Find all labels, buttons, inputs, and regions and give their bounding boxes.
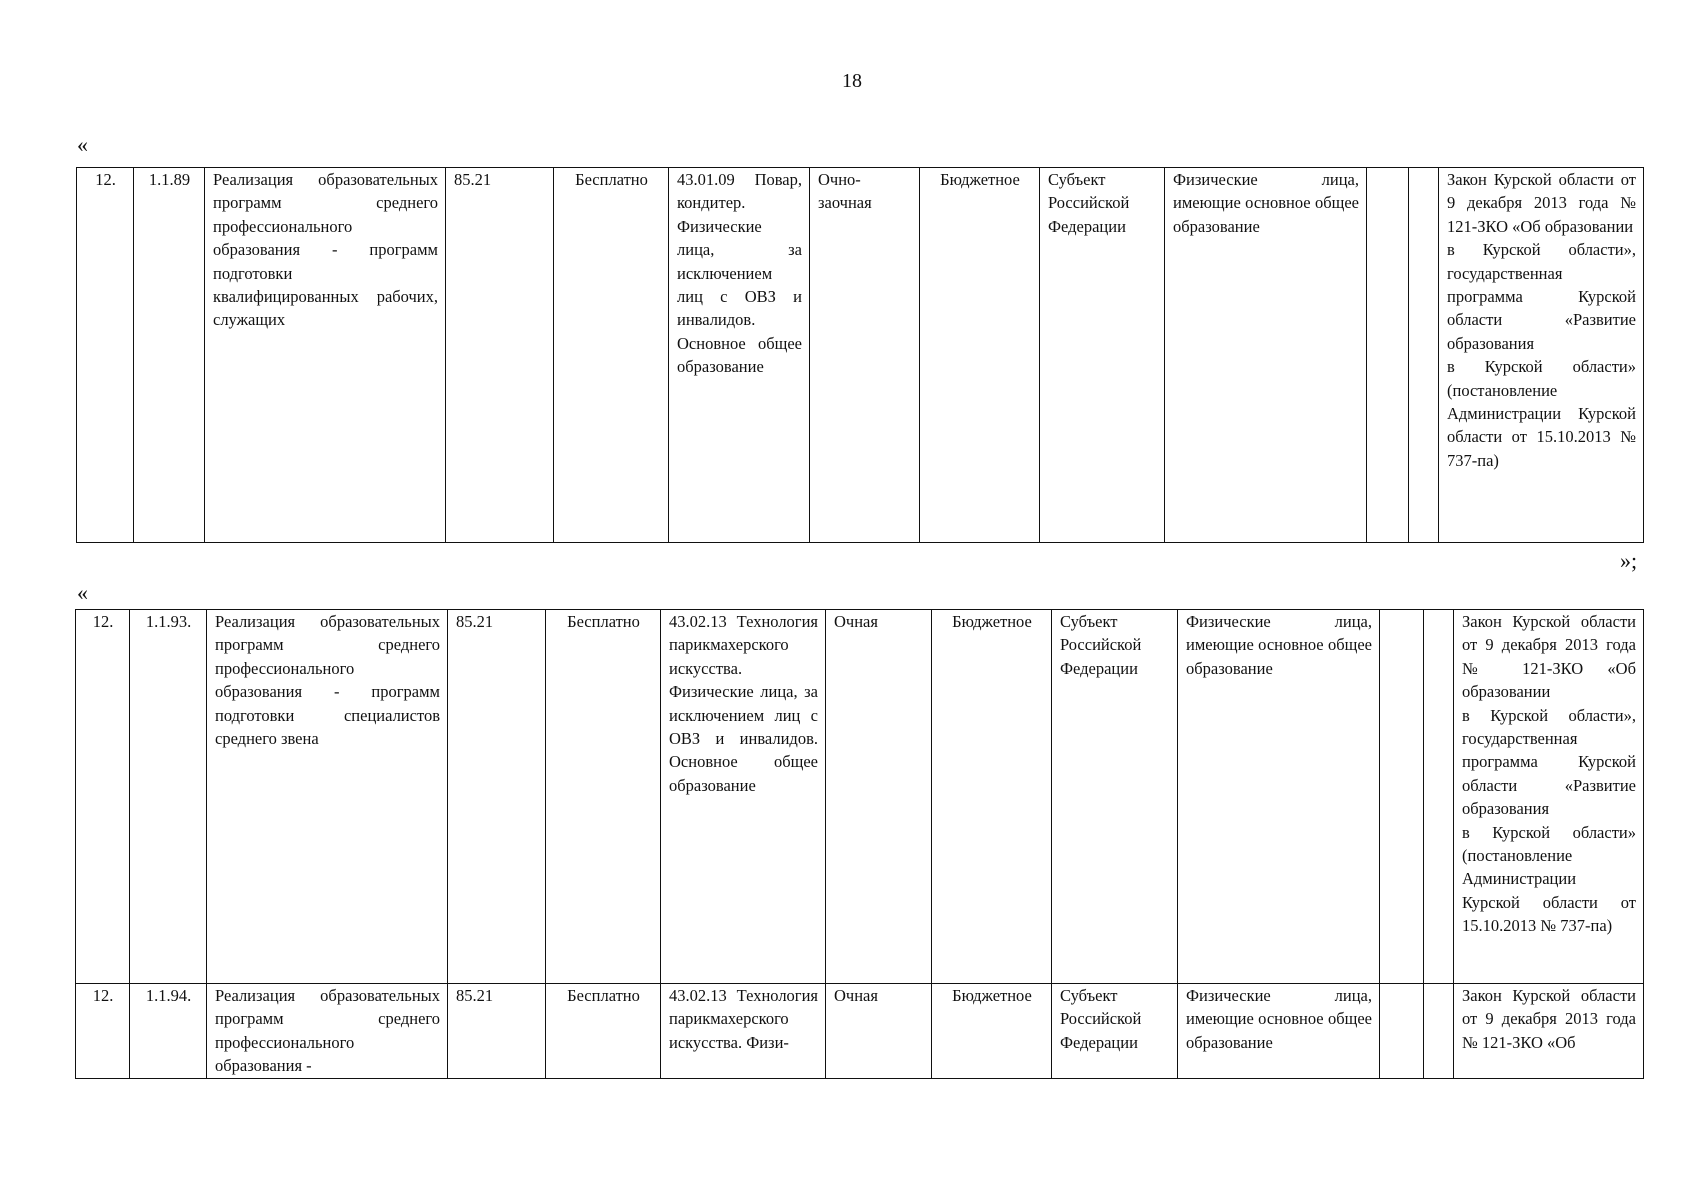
row-number-cell: 12. xyxy=(76,610,130,984)
institution-type-cell: Бюджетное xyxy=(932,984,1052,1079)
okved-code-cell: 85.21 xyxy=(448,984,546,1079)
service-code-cell: 1.1.93. xyxy=(130,610,207,984)
service-code-cell: 1.1.89 xyxy=(134,168,205,543)
consumers-cell: Физические лица, имеющие основное общее образование xyxy=(1165,168,1367,543)
consumers-cell: Физические лица, имеющие основное общее образование xyxy=(1178,984,1380,1079)
legal-basis-cell xyxy=(1454,984,1644,1079)
payment-type-cell: Бесплатно xyxy=(554,168,669,543)
legal-basis-cell xyxy=(1439,168,1644,543)
empty-cell xyxy=(1409,168,1439,543)
institution-type-cell: Бюджетное xyxy=(920,168,1040,543)
founder-cell: Субъект Российской Федерации xyxy=(1052,610,1178,984)
legal-basis-text: Закон Курской области от 9 декабря 2013 года № 121-ЗКО «Об образовании в Курской области», государственная программа Курской области «Развитие образования в Курской области» (постановление Администрации Курской области от 15.10.2013 № 737-па) xyxy=(1462,612,1636,936)
empty-cell xyxy=(1424,984,1454,1079)
founder-cell: Субъект Российской Федерации xyxy=(1052,984,1178,1079)
empty-cell xyxy=(1380,610,1424,984)
opening-quote-mark: « xyxy=(77,132,88,157)
service-code-cell: 1.1.94. xyxy=(130,984,207,1079)
program-content-cell: 43.01.09 Повар, кондитер. Физические лица, за исключением лиц с ОВЗ и инвалидов. Основное общее образование xyxy=(669,168,810,543)
service-name-cell: Реализация образовательных программ среднего профессионального образования - программ подготовки квалифицированных рабочих, служащих xyxy=(205,168,446,543)
study-form-cell: Очная xyxy=(826,984,932,1079)
closing-quote-mark: »; xyxy=(1620,548,1638,573)
payment-type-cell: Бесплатно xyxy=(546,984,661,1079)
table-row xyxy=(77,168,1644,543)
study-form-cell: Очная xyxy=(826,610,932,984)
registry-table-2 xyxy=(75,609,1644,1079)
service-name-cell: Реализация образовательных программ среднего профессионального образования - программ подготовки специалистов среднего звена xyxy=(207,610,448,984)
legal-basis-text: Закон Курской области от 9 декабря 2013 года № 121-ЗКО «Об образовании в Курской области», государственная программа Курской области «Развитие образования в Курской области» (постановление Администрации Курской области от 15.10.2013 № 737-па) xyxy=(1447,170,1636,470)
study-form-cell: Очно-заочная xyxy=(810,168,920,543)
okved-code-cell: 85.21 xyxy=(448,610,546,984)
page-number: 18 xyxy=(842,70,862,92)
legal-basis-text: Закон Курской области от 9 декабря 2013 года № 121-ЗКО «Об xyxy=(1462,986,1636,1052)
opening-quote-mark: « xyxy=(77,580,88,605)
program-content-cell: 43.02.13 Технология парикмахерского искусства. Физи- xyxy=(661,984,826,1079)
empty-cell xyxy=(1424,610,1454,984)
table-row xyxy=(76,984,1644,1079)
empty-cell xyxy=(1367,168,1409,543)
okved-code-cell: 85.21 xyxy=(446,168,554,543)
row-number-cell: 12. xyxy=(77,168,134,543)
institution-type-cell: Бюджетное xyxy=(932,610,1052,984)
service-name-cell: Реализация образовательных программ среднего профессионального образования - xyxy=(207,984,448,1079)
program-content-cell: 43.02.13 Технология парикмахерского искусства. Физические лица, за исключением лиц с ОВЗ и инвалидов. Основное общее образование xyxy=(661,610,826,984)
legal-basis-cell xyxy=(1454,610,1644,984)
row-number-cell: 12. xyxy=(76,984,130,1079)
registry-table-1 xyxy=(76,167,1644,543)
table-row xyxy=(76,610,1644,984)
consumers-cell: Физические лица, имеющие основное общее образование xyxy=(1178,610,1380,984)
payment-type-cell: Бесплатно xyxy=(546,610,661,984)
founder-cell: Субъект Российской Федерации xyxy=(1040,168,1165,543)
empty-cell xyxy=(1380,984,1424,1079)
